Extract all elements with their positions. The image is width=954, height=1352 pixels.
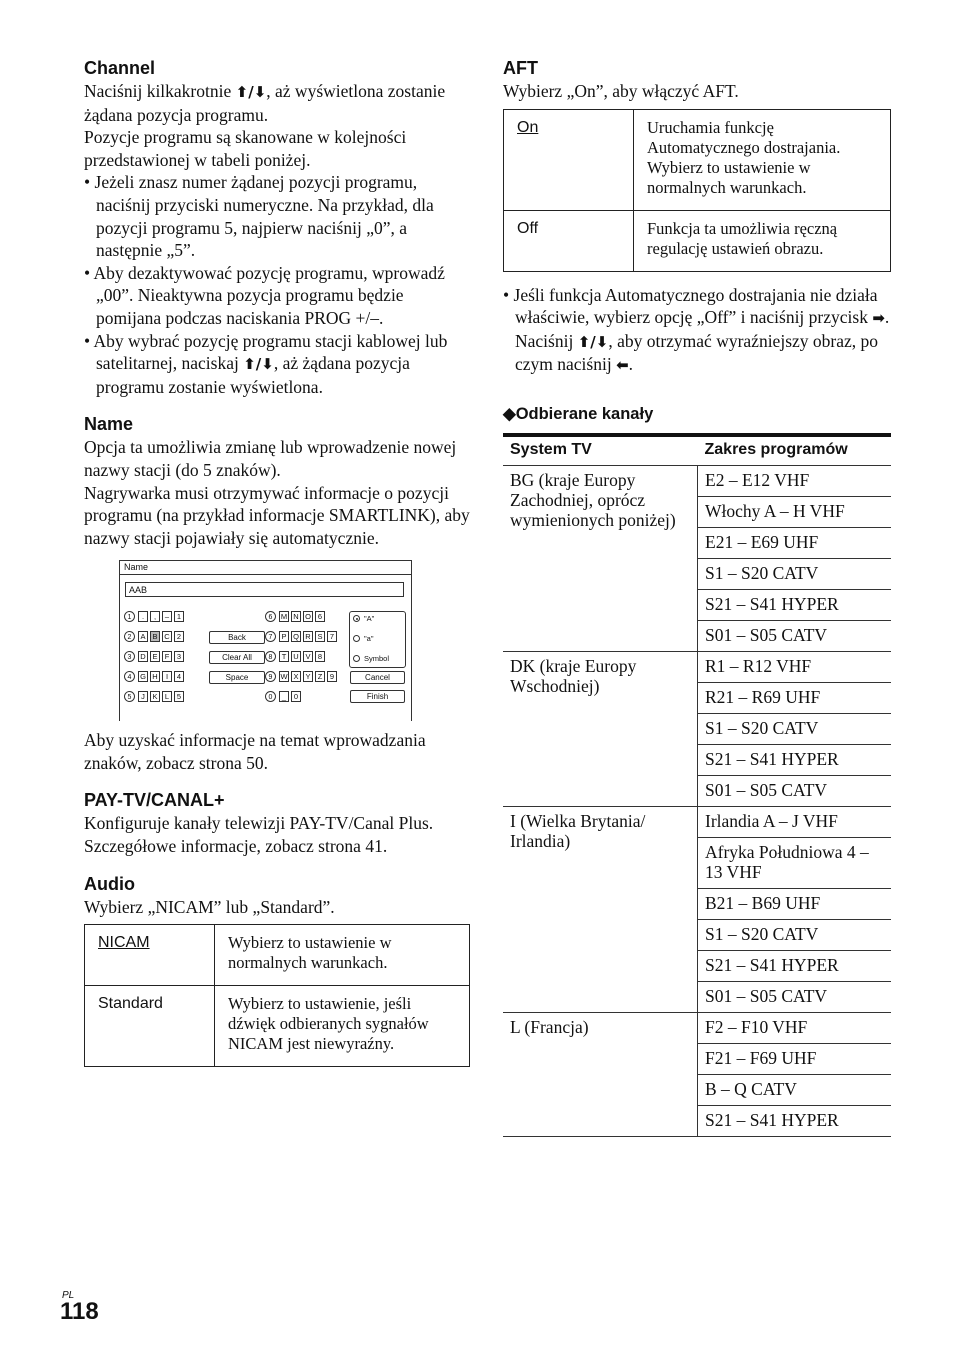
channel-paragraph-2: Pozycje programu są skanowane w kolejności przedstawionej w tabeli poniżej. xyxy=(84,127,407,170)
up-down-arrow-icon: ⬆/⬇ xyxy=(235,83,267,101)
radio-symbol[interactable]: Symbol xyxy=(353,654,389,663)
number-key-label: 1 xyxy=(124,611,135,622)
range-cell: R21 – R69 UHF xyxy=(698,682,892,713)
character-key[interactable]: E xyxy=(150,651,160,662)
left-column xyxy=(84,56,470,1067)
number-key-label: 7 xyxy=(265,631,276,642)
table-row xyxy=(504,210,891,271)
character-key[interactable]: P xyxy=(279,631,289,642)
character-key[interactable]: G xyxy=(138,671,148,682)
keypad-row xyxy=(265,651,327,662)
clear-all-button[interactable]: Clear All xyxy=(209,651,265,664)
range-cell: R1 – R12 VHF xyxy=(698,651,892,682)
aft-option-off: Off xyxy=(504,210,634,271)
character-key[interactable]: D xyxy=(138,651,148,662)
character-key[interactable]: Y xyxy=(303,671,313,682)
up-down-arrow-icon: ⬆/⬇ xyxy=(243,355,274,374)
table-row xyxy=(503,806,891,837)
range-cell: S1 – S20 CATV xyxy=(698,558,892,589)
character-key[interactable]: L xyxy=(162,691,172,702)
number-key-label: 0 xyxy=(265,691,276,702)
paytv-section xyxy=(84,788,470,857)
keypad-row xyxy=(124,671,186,682)
name-paragraph-2: Nagrywarka musi otrzymywać informacje o pozycji programu (na przykład informacje SMARTLINK), aby nazwy stacji pojawiały się automatycznie. xyxy=(84,482,470,548)
range-cell: S1 – S20 CATV xyxy=(698,713,892,744)
character-key[interactable]: . xyxy=(138,611,148,622)
channels-subheading: ◆Odbierane kanały xyxy=(503,404,654,423)
page-number: 118 xyxy=(60,1298,99,1325)
character-key[interactable]: _ xyxy=(279,691,289,702)
range-cell: B21 – B69 UHF xyxy=(698,888,892,919)
number-key-label: 3 xyxy=(124,651,135,662)
character-key[interactable]: O xyxy=(303,611,313,622)
character-key[interactable]: U xyxy=(291,651,301,662)
name-heading: Name xyxy=(84,414,134,435)
character-key[interactable]: A xyxy=(138,631,148,642)
keypad-row xyxy=(124,631,186,642)
paytv-paragraph-1: Konfiguruje kanały telewizji PAY-TV/Canal Plus. xyxy=(84,813,434,834)
finish-button[interactable]: Finish xyxy=(350,690,405,703)
audio-desc-standard: Wybierz to ustawienie, jeśli dźwięk odbieranych sygnałów NICAM jest niewyraźny. xyxy=(215,986,470,1067)
range-cell: S01 – S05 CATV xyxy=(698,620,892,651)
number-key-label: 8 xyxy=(265,651,276,662)
up-down-arrow-icon: ⬆/⬇ xyxy=(577,332,609,351)
right-column xyxy=(503,56,891,1137)
character-key[interactable]: , xyxy=(150,611,160,622)
range-cell: Afryka Południowa 4 – 13 VHF xyxy=(698,837,892,888)
character-key[interactable]: 5 xyxy=(174,691,184,702)
channel-heading: Channel xyxy=(84,58,156,78)
aft-intro: Wybierz „On”, aby włączyć AFT. xyxy=(503,81,739,101)
radio-icon xyxy=(353,635,360,642)
system-cell: I (Wielka Brytania/ Irlandia) xyxy=(503,806,698,1012)
range-cell: S21 – S41 HYPER xyxy=(698,744,892,775)
range-cell: S21 – S41 HYPER xyxy=(698,589,892,620)
system-cell: L (Francja) xyxy=(503,1012,698,1136)
character-key[interactable]: 4 xyxy=(174,671,184,682)
character-key[interactable]: Z xyxy=(315,671,325,682)
space-button[interactable]: Space xyxy=(209,671,265,684)
audio-section xyxy=(84,872,470,1068)
number-key-label: 5 xyxy=(124,691,135,702)
range-cell: S21 – S41 HYPER xyxy=(698,1105,892,1136)
aft-bullets xyxy=(503,284,891,377)
table-row xyxy=(503,1012,891,1043)
range-cell: F2 – F10 VHF xyxy=(698,1012,892,1043)
character-key[interactable]: 1 xyxy=(174,611,184,622)
character-key[interactable]: K xyxy=(150,691,160,702)
channel-bullet-1: • Jeżeli znasz numer żądanej pozycji programu, naciśnij przyciski numeryczne. Na przykład, dla pozycji programu 5, najpierw naciśnij „0”, a następnie „5”. xyxy=(84,171,470,261)
character-key[interactable]: 9 xyxy=(327,671,337,682)
aft-bullet: • Jeśli funkcja Automatycznego dostrajania nie działa właściwie, wybierz opcję „Off” i naciśnij przycisk ➡. Naciśnij ⬆/⬇, aby otrzymać wyraźniejszy obraz, po czym naciśnij ⬅. xyxy=(503,284,891,377)
radio-upper[interactable]: "A" xyxy=(353,614,374,623)
character-key[interactable]: C xyxy=(162,631,172,642)
keypad-row xyxy=(124,611,186,622)
range-cell: S21 – S41 HYPER xyxy=(698,950,892,981)
range-cell: S01 – S05 CATV xyxy=(698,775,892,806)
character-key[interactable]: Q xyxy=(291,631,301,642)
name-input[interactable]: AAB xyxy=(125,582,404,597)
channel-bullet-2: • Aby dezaktywować pozycję programu, wprowadź „00”. Nieaktywna pozycja programu będzie pomijana podczas naciskania PROG +/–. xyxy=(84,262,470,330)
keypad-row xyxy=(124,651,186,662)
number-key-label: 6 xyxy=(265,611,276,622)
table-row xyxy=(503,651,891,682)
channels-table-body xyxy=(503,465,891,1136)
radio-selected-icon xyxy=(353,615,360,622)
aft-heading: AFT xyxy=(503,58,538,78)
radio-icon xyxy=(353,655,360,662)
keypad-row xyxy=(265,631,339,642)
system-cell: BG (kraje Europy Zachodniej, oprócz wymienionych poniżej) xyxy=(503,465,698,651)
character-key[interactable]: B xyxy=(150,631,160,642)
audio-option-nicam: NICAM xyxy=(85,925,215,986)
character-key[interactable]: I xyxy=(162,671,172,682)
aft-desc-on: Uruchamia funkcję Automatycznego dostrajania. Wybierz to ustawienie w normalnych warunkach. xyxy=(634,109,891,210)
name-entry-screen xyxy=(119,560,412,721)
character-key[interactable]: 0 xyxy=(291,691,301,702)
character-key[interactable]: 3 xyxy=(174,651,184,662)
character-key[interactable]: – xyxy=(162,611,172,622)
aft-section xyxy=(503,56,891,377)
keypad-row xyxy=(265,611,327,622)
keypad-row xyxy=(265,691,303,702)
audio-desc-nicam: Wybierz to ustawienie w normalnych warunkach. xyxy=(215,925,470,986)
left-arrow-icon: ⬅ xyxy=(616,356,629,375)
range-cell: B – Q CATV xyxy=(698,1074,892,1105)
keypad-row xyxy=(265,671,339,682)
system-cell: DK (kraje Europy Wschodniej) xyxy=(503,651,698,806)
character-key[interactable]: 8 xyxy=(315,651,325,662)
character-key[interactable]: S xyxy=(315,631,325,642)
character-key[interactable]: 2 xyxy=(174,631,184,642)
character-key[interactable]: F xyxy=(162,651,172,662)
range-cell: Irlandia A – J VHF xyxy=(698,806,892,837)
cancel-button[interactable]: Cancel xyxy=(350,671,405,684)
character-key[interactable]: N xyxy=(291,611,301,622)
character-key[interactable]: W xyxy=(280,672,288,682)
back-button[interactable]: Back xyxy=(209,631,265,644)
radio-lower[interactable]: "a" xyxy=(353,634,374,643)
aft-desc-off: Funkcja ta umożliwia ręczną regulację ustawień obrazu. xyxy=(634,210,891,271)
character-key[interactable]: 7 xyxy=(327,631,337,642)
character-key[interactable]: M xyxy=(280,612,288,622)
aft-option-on: On xyxy=(504,109,634,210)
audio-intro: Wybierz „NICAM” lub „Standard”. xyxy=(84,896,335,917)
name-paragraph-1: Opcja ta umożliwia zmianę lub wprowadzenie nowej nazwy stacji (do 5 znaków). xyxy=(84,437,457,480)
divider xyxy=(120,574,411,575)
header-range: Zakres programów xyxy=(698,435,892,466)
paytv-paragraph-2: Szczegółowe informacje, zobacz strona 41. xyxy=(84,836,388,857)
character-key[interactable]: T xyxy=(279,651,289,662)
character-key[interactable]: R xyxy=(303,631,313,642)
keypad-row xyxy=(124,691,186,702)
character-key[interactable]: 6 xyxy=(315,611,325,622)
case-radio-group xyxy=(349,611,406,668)
name-section xyxy=(84,412,470,774)
character-key[interactable]: V xyxy=(303,651,313,662)
number-key-label: 9 xyxy=(265,671,276,682)
range-cell: Włochy A – H VHF xyxy=(698,496,892,527)
table-header-row xyxy=(503,435,891,466)
table-row xyxy=(503,465,891,496)
channel-bullet-3: • Aby wybrać pozycję programu stacji kablowej lub satelitarnej, naciskaj ⬆/⬇, aż żądana pozycja programu zostanie wyświetlona. xyxy=(84,330,470,399)
range-cell: S1 – S20 CATV xyxy=(698,919,892,950)
character-key[interactable]: X xyxy=(291,671,301,682)
character-key[interactable]: H xyxy=(150,671,160,682)
audio-option-standard: Standard xyxy=(85,986,215,1067)
page-footer xyxy=(60,1290,99,1323)
range-cell: E21 – E69 UHF xyxy=(698,527,892,558)
channel-paragraph-1: Naciśnij kilkakrotnie ⬆/⬇, aż wyświetlona zostanie żądana pozycja programu. xyxy=(84,81,446,125)
channel-section xyxy=(84,56,470,398)
table-row xyxy=(504,109,891,210)
audio-table xyxy=(84,924,470,1067)
audio-heading: Audio xyxy=(84,873,135,894)
table-row xyxy=(85,986,470,1067)
aft-table xyxy=(503,109,891,272)
number-key-label: 4 xyxy=(124,671,135,682)
right-arrow-icon: ➡ xyxy=(872,309,885,328)
channels-table xyxy=(503,433,891,1137)
number-key-label: 2 xyxy=(124,631,135,642)
screen-label: Name xyxy=(124,562,149,573)
table-row xyxy=(85,925,470,986)
language-label: PL xyxy=(62,1290,75,1301)
range-cell: S01 – S05 CATV xyxy=(698,981,892,1012)
paytv-heading: PAY-TV/CANAL+ xyxy=(84,790,225,811)
header-system: System TV xyxy=(503,435,698,466)
name-after-text: Aby uzyskać informacje na temat wprowadzania znaków, zobacz strona 50. xyxy=(84,730,426,773)
range-cell: E2 – E12 VHF xyxy=(698,465,892,496)
range-cell: F21 – F69 UHF xyxy=(698,1043,892,1074)
character-key[interactable]: J xyxy=(138,691,148,702)
channel-bullets xyxy=(84,171,470,398)
